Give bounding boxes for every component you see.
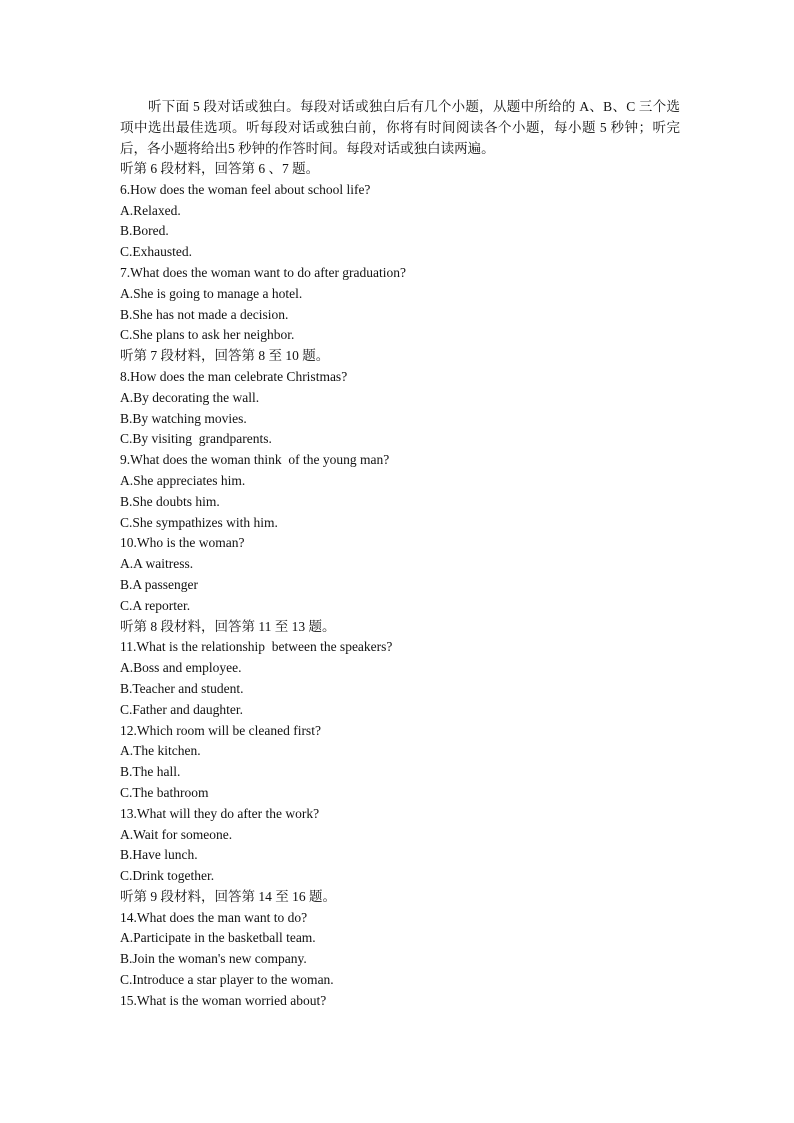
question-text: 12.Which room will be cleaned first? (120, 722, 321, 738)
option-line: C.Introduce a star player to the woman. (120, 972, 334, 988)
option-line: C.Exhausted. (120, 244, 192, 260)
question-text: 7.What does the woman want to do after graduation? (120, 264, 407, 280)
instructions-paragraph: 听下面 5 段对话或独白。每段对话或独白后有几个小题，从题中所给的 A、B、C 三个选项中选出最佳选项。听每段对话或独白前，你将有时间阅读各个小题，每小题 5 秒钟；听完后，各小题将给出5 秒钟的作答时间。每段对话或独白读两遍。 (120, 99, 680, 156)
question-text: 14.What does the man want to do? (120, 909, 308, 925)
option-line: B.A passenger (120, 576, 198, 592)
option-line: B.By watching movies. (120, 410, 247, 426)
option-line: A.Boss and employee. (120, 660, 242, 676)
option-line: C.By visiting grandparents. (120, 431, 272, 447)
question-text: 11.What is the relationship between the speakers? (120, 639, 393, 655)
option-line: B.Bored. (120, 223, 169, 239)
option-line: B.Teacher and student. (120, 680, 244, 696)
option-line: B.She has not made a decision. (120, 306, 289, 322)
question-text: 10.Who is the woman? (120, 535, 245, 551)
option-line: C.She plans to ask her neighbor. (120, 327, 295, 343)
question-text: 9.What does the woman think of the young man? (120, 452, 390, 468)
option-line: C.She sympathizes with him. (120, 514, 278, 530)
option-line: A.Relaxed. (120, 202, 181, 218)
section-heading: 听第 7 段材料，回答第 8 至 10 题。 (120, 348, 330, 364)
question-text: 15.What is the woman worried about? (120, 992, 327, 1008)
question-text: 6.How does the woman feel about school life? (120, 181, 371, 197)
option-line: A.Wait for someone. (120, 826, 233, 842)
section-heading: 听第 8 段材料，回答第 11 至 13 题。 (120, 618, 336, 634)
option-line: A.A waitress. (120, 556, 194, 572)
question-list (120, 159, 680, 1012)
option-line: B.Have lunch. (120, 847, 198, 863)
option-line: A.By decorating the wall. (120, 389, 260, 405)
option-line: A.Participate in the basketball team. (120, 930, 316, 946)
option-line: C.Drink together. (120, 868, 215, 884)
question-text: 13.What will they do after the work? (120, 805, 320, 821)
option-line: C.A reporter. (120, 597, 191, 613)
section-heading: 听第 9 段材料，回答第 14 至 16 题。 (120, 888, 336, 904)
option-line: C.The bathroom (120, 784, 209, 800)
option-line: A.She is going to manage a hotel. (120, 285, 303, 301)
option-line: C.Father and daughter. (120, 701, 243, 717)
question-text: 8.How does the man celebrate Christmas? (120, 368, 348, 384)
section-heading: 听第 6 段材料，回答第 6 、7 题。 (120, 161, 320, 176)
document-page (120, 96, 680, 1012)
option-line: B.The hall. (120, 764, 181, 780)
option-line: B.Join the woman's new company. (120, 951, 307, 967)
option-line: A.She appreciates him. (120, 472, 246, 488)
option-line: B.She doubts him. (120, 493, 220, 509)
option-line: A.The kitchen. (120, 743, 201, 759)
